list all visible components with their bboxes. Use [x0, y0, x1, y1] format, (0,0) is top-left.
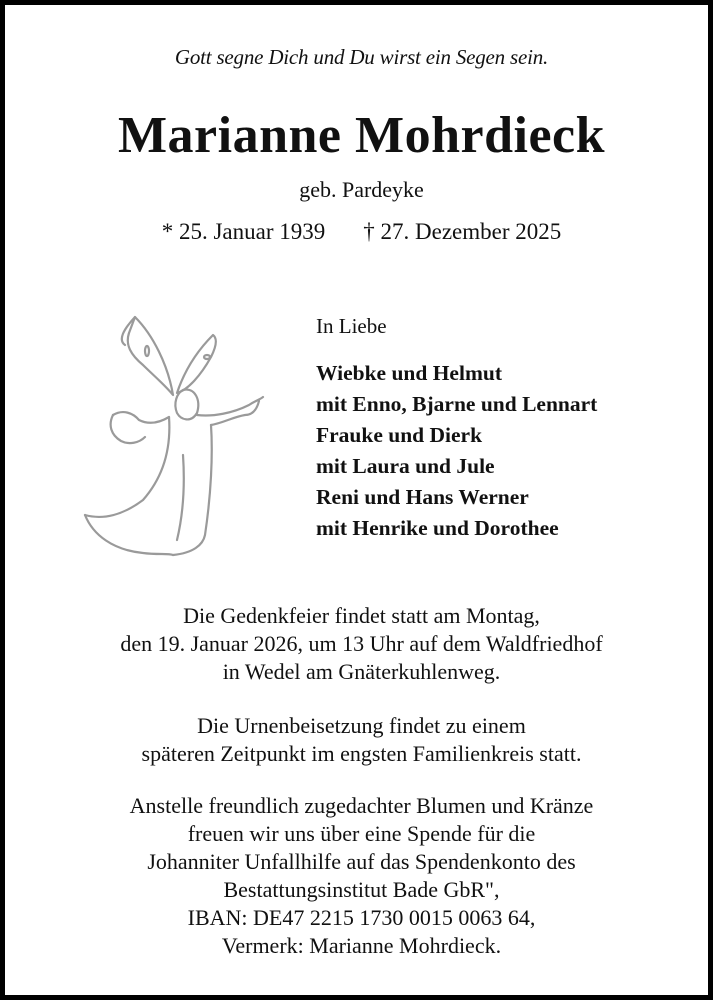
family-line: Reni und Hans Werner: [316, 485, 529, 509]
ceremony-info: [5, 602, 713, 686]
family-list: [316, 358, 597, 544]
text-line: späteren Zeitpunkt im engsten Familienkreis statt.: [141, 741, 582, 766]
text-line: Anstelle freundlich zugedachter Blumen und Kränze: [129, 793, 594, 818]
text-line: Vermerk: Marianne Mohrdieck.: [221, 933, 502, 958]
family-line: Wiebke und Helmut: [316, 361, 502, 385]
text-line: Bestattungsinstitut Bade GbR",: [223, 877, 500, 902]
motto: Gott segne Dich und Du wirst ein Segen sein.: [174, 45, 549, 69]
in-love-label: In Liebe: [316, 314, 387, 338]
deceased-name: Marianne Mohrdieck: [117, 107, 606, 164]
donation-info: [5, 792, 713, 960]
iban-line: IBAN: DE47 2215 1730 0015 0063 64,: [187, 905, 536, 930]
family-line: mit Enno, Bjarne und Lennart: [316, 392, 598, 416]
text-line: den 19. Januar 2026, um 13 Uhr auf dem Waldfriedhof: [120, 631, 603, 656]
text-line: Die Gedenkfeier findet statt am Montag,: [183, 603, 540, 628]
family-line: mit Laura und Jule: [316, 454, 495, 478]
text-line: in Wedel am Gnäterkuhlenweg.: [222, 659, 501, 684]
text-line: freuen wir uns über eine Spende für die: [187, 821, 536, 846]
family-line: mit Henrike und Dorothee: [316, 516, 559, 540]
family-line: Frauke und Dierk: [316, 423, 483, 447]
birth-name: geb. Pardeyke: [299, 177, 424, 202]
text-line: Johanniter Unfallhilfe auf das Spendenkonto des: [147, 849, 576, 874]
burial-info: [5, 712, 713, 768]
birth-date: * 25. Januar 1939: [161, 219, 326, 244]
death-date: † 27. Dezember 2025: [363, 219, 562, 244]
text-line: Die Urnenbeisetzung findet zu einem: [197, 713, 526, 738]
life-dates: [5, 219, 713, 245]
angel-icon: [73, 305, 283, 565]
